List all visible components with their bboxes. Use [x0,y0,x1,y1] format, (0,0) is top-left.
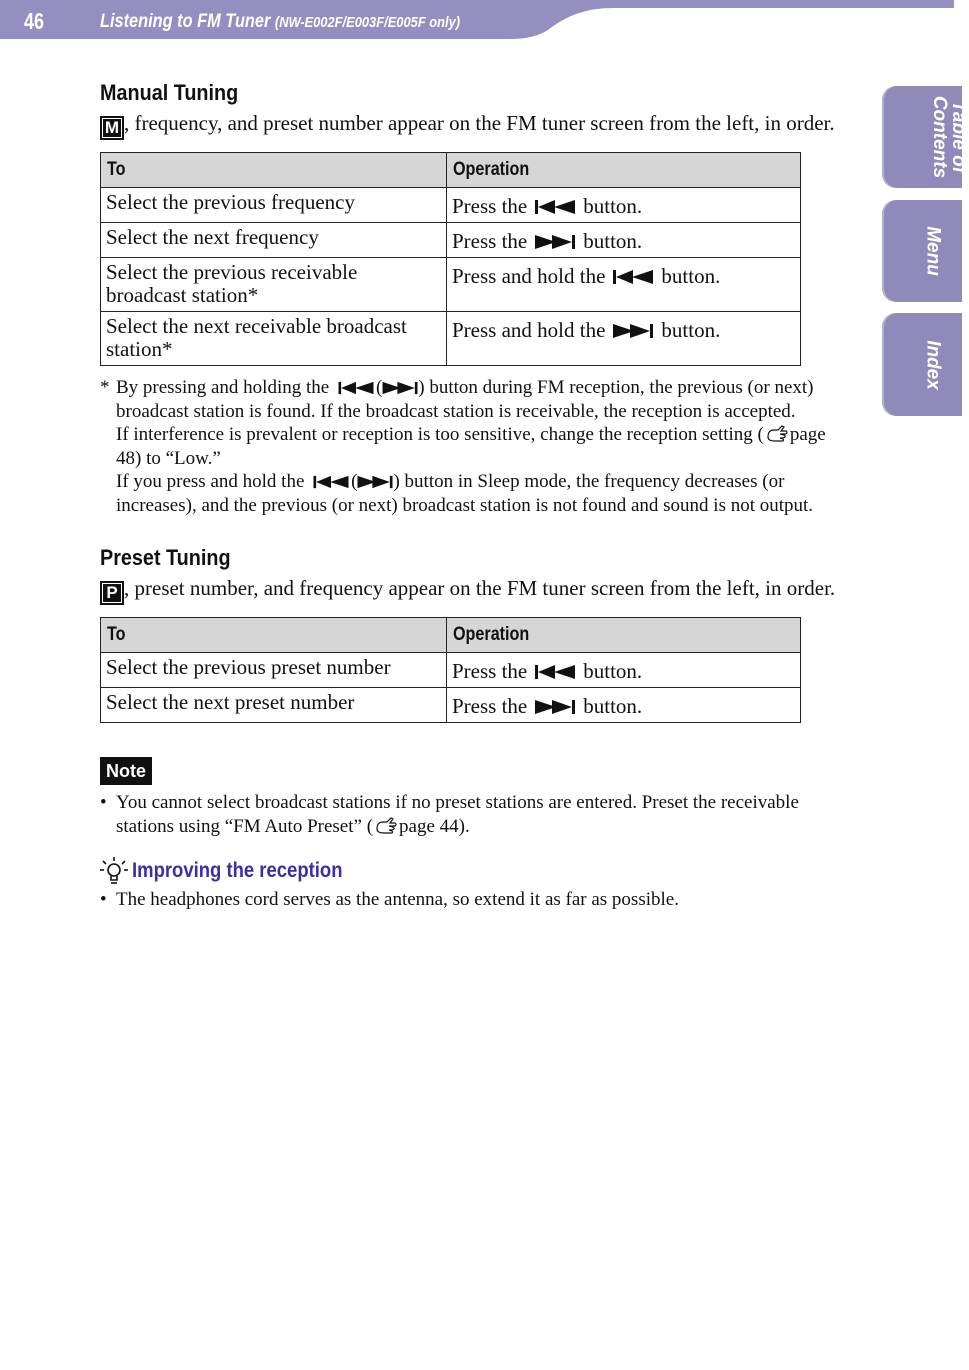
lightbulb-hint-icon [100,856,128,886]
manual-footnote [100,376,840,517]
manual-mode-icon: M [100,116,124,140]
preset-mode-icon: P [100,581,124,605]
bullet-dot: • [100,889,107,910]
previous-icon [338,381,374,395]
previous-icon [613,269,653,285]
side-tab-index[interactable] [882,313,962,416]
page-content [100,78,840,912]
hint-title: Improving the reception [132,859,343,882]
preset-tuning-intro [100,575,840,605]
table-cell-to: Select the previous frequency [101,188,447,223]
next-icon [382,381,418,395]
table-header-to: To [101,153,447,188]
footnote-paragraph-2: If interference is prevalent or reception is too sensitive, change the reception setting ( page 48) to “Low.” [116,424,826,469]
table-cell-to: Select the previous receivable broadcast station* [101,258,447,312]
next-icon [357,475,393,489]
table-cell-operation: Press the button. [447,688,801,723]
page-number: 46 [24,8,44,34]
preset-intro-text: , preset number, and frequency appear on the FM tuner screen from the left, in order. [124,576,836,600]
table-header-row [101,618,801,653]
table-row [101,312,801,366]
table-cell-to: Select the next receivable broadcast station* [101,312,447,366]
footnote-mark: * [100,377,110,398]
previous-icon [535,664,575,680]
footnote-paragraph-3: If you press and hold the ( ) button in Sleep mode, the frequency decreases (or increases), and the previous (or next) broadcast station is not found and sound is not output. [116,471,814,516]
table-cell-operation: Press and hold the button. [447,312,801,366]
table-row [101,688,801,723]
side-tab-table-of-contents[interactable] [882,86,969,188]
side-tab-index-label: Index [922,339,944,390]
manual-tuning-heading: Manual Tuning [100,80,239,105]
table-cell-operation: Press the button. [447,223,801,258]
hint-section [100,856,840,912]
header-title [100,11,460,33]
table-cell-to: Select the next preset number [101,688,447,723]
table-header-operation: Operation [447,618,801,653]
note-section [100,757,840,838]
note-item: • You cannot select broadcast stations if no preset stations are entered. Preset the receivable stations using “FM Auto Preset” ( page 44). [100,792,799,837]
preset-tuning-heading: Preset Tuning [100,545,231,570]
side-tab-menu[interactable] [882,200,962,302]
table-row [101,653,801,688]
table-row [101,223,801,258]
previous-icon [535,199,575,215]
table-header-to: To [101,618,447,653]
hint-item: • The headphones cord serves as the antenna, so extend it as far as possible. [100,889,679,910]
manual-tuning-table [100,152,801,366]
footnote-paragraph-1: By pressing and holding the ( ) button during FM reception, the previous (or next) broadcast station is found. If the broadcast station is receivable, the reception is accepted. [116,377,814,422]
page-reference-icon [375,817,397,835]
header-subtitle: (NW-E002F/E003F/E005F only) [274,14,461,31]
table-header-row [101,153,801,188]
table-cell-to: Select the previous preset number [101,653,447,688]
table-cell-operation: Press and hold the button. [447,258,801,312]
previous-icon [313,475,349,489]
table-header-operation: Operation [447,153,801,188]
next-icon [535,234,575,250]
table-cell-operation: Press the button. [447,653,801,688]
page-reference-icon [766,425,788,443]
table-row [101,258,801,312]
note-label: Note [100,757,152,785]
side-tab-table-of-contents-label: Table of Contents [929,95,969,179]
preset-tuning-table [100,617,801,723]
manual-intro-text: , frequency, and preset number appear on the FM tuner screen from the left, in order. [124,111,835,135]
header-title-main: Listening to FM Tuner [100,11,271,32]
manual-tuning-intro [100,110,840,140]
side-tab-menu-label: Menu [922,226,944,276]
table-cell-operation: Press the button. [447,188,801,223]
next-icon [613,323,653,339]
table-row [101,188,801,223]
table-cell-to: Select the next frequency [101,223,447,258]
next-icon [535,699,575,715]
bullet-dot: • [100,792,107,813]
page-header [0,0,954,48]
